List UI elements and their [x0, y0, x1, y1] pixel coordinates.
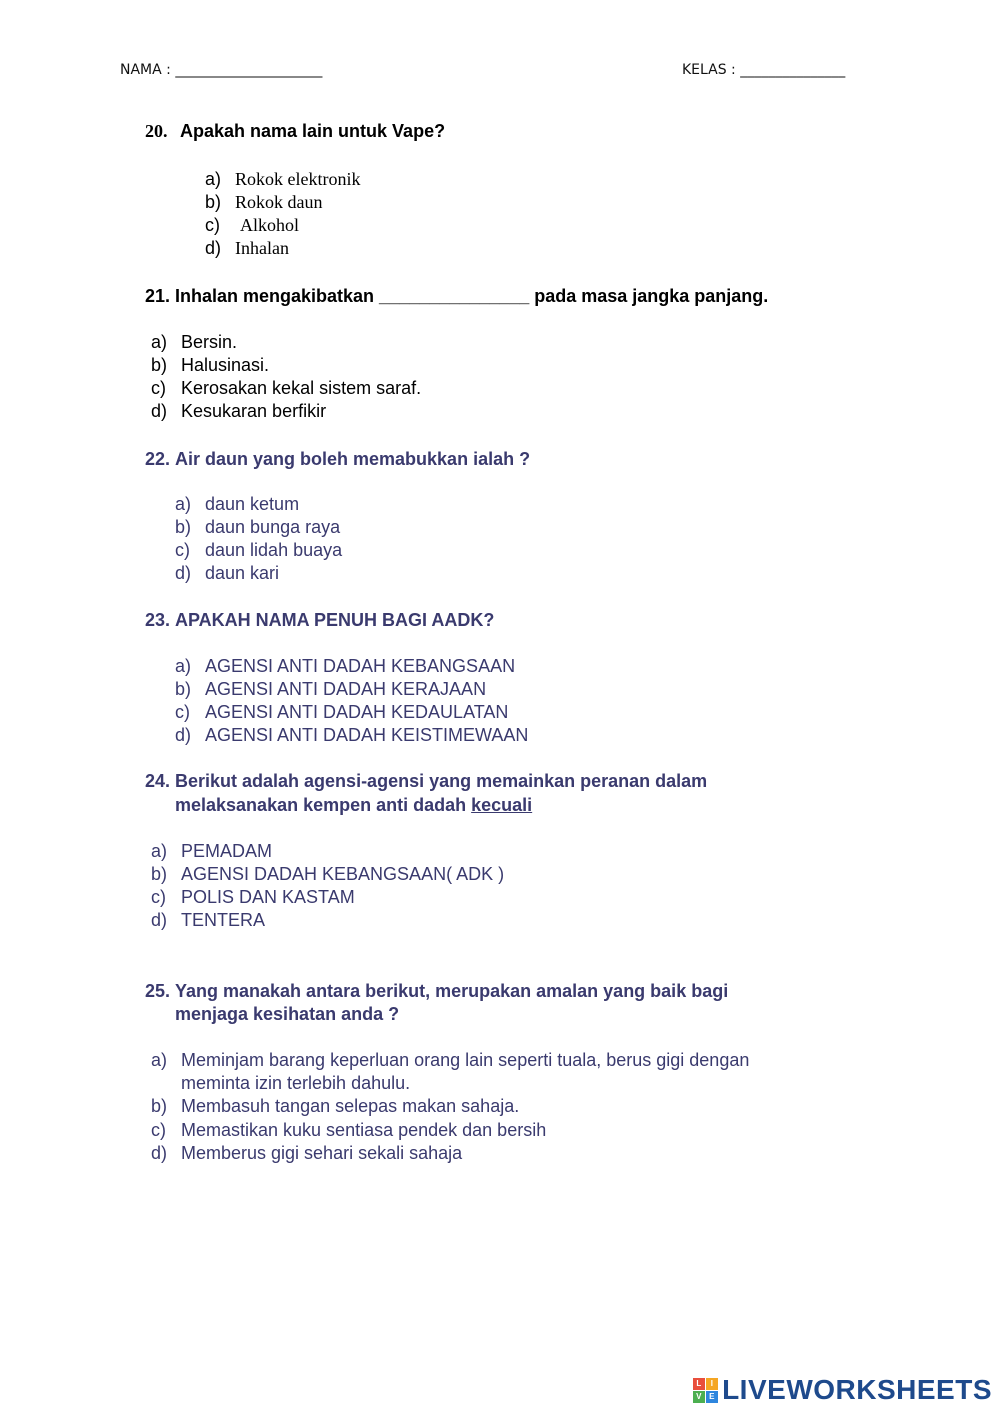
class-field-label: KELAS : _______________ — [682, 62, 846, 78]
option-text: Kesukaran berfikir — [181, 401, 327, 421]
option-text: daun kari — [205, 563, 280, 583]
option-text: Rokok elektronik — [235, 169, 361, 189]
option-24b[interactable] — [151, 864, 504, 885]
option-20b[interactable] — [205, 192, 323, 213]
option-letter: c) — [175, 540, 190, 560]
option-23b[interactable] — [175, 679, 486, 700]
option-letter: a) — [175, 656, 192, 676]
question-25-line2: menjaga kesihatan anda ? — [175, 1004, 400, 1024]
option-text: Memberus gigi sehari sekali sahaja — [181, 1143, 463, 1163]
option-text: Bersin. — [181, 332, 238, 352]
option-text: Alkohol — [240, 215, 300, 235]
option-24a[interactable] — [151, 841, 272, 862]
question-text-line2: melaksanakan kempen anti dadah — [175, 795, 472, 815]
option-text: Kerosakan kekal sistem saraf. — [181, 378, 422, 398]
option-letter: d) — [151, 401, 168, 421]
option-text: Meminjam barang keperluan orang lain seperti tuala, berus gigi dengan — [181, 1050, 750, 1070]
option-21c[interactable] — [151, 378, 421, 399]
option-25c[interactable] — [151, 1120, 546, 1141]
option-text: daun ketum — [205, 494, 300, 514]
question-text: APAKAH NAMA PENUH BAGI AADK? — [175, 610, 495, 630]
option-text: daun bunga raya — [205, 517, 341, 537]
option-23a[interactable] — [175, 656, 515, 677]
option-letter: d) — [151, 910, 168, 930]
logo-cell: L — [693, 1378, 705, 1390]
option-22d[interactable] — [175, 563, 279, 584]
question-number: 22. — [145, 449, 171, 469]
question-25 — [145, 981, 728, 1002]
option-letter: d) — [175, 725, 192, 745]
logo-grid-icon — [693, 1378, 718, 1403]
question-24 — [145, 771, 707, 792]
question-text: Apakah nama lain untuk Vape? — [180, 121, 446, 141]
option-letter: a) — [205, 169, 222, 189]
option-letter: b) — [151, 355, 168, 375]
option-22b[interactable] — [175, 517, 340, 538]
option-text: Inhalan — [235, 238, 289, 258]
question-21 — [145, 286, 768, 307]
option-letter: a) — [151, 1050, 168, 1070]
option-text: daun lidah buaya — [205, 540, 343, 560]
option-21d[interactable] — [151, 401, 326, 422]
option-21a[interactable] — [151, 332, 237, 353]
option-letter: b) — [175, 679, 192, 699]
option-text: Halusinasi. — [181, 355, 270, 375]
option-letter: d) — [151, 1143, 168, 1163]
option-letter: b) — [151, 864, 168, 884]
question-text-line1: Yang manakah antara berikut, merupakan amalan yang baik bagi — [175, 981, 729, 1001]
question-text: Inhalan mengakibatkan _______________ pada masa jangka panjang. — [175, 286, 769, 306]
option-letter: a) — [175, 494, 192, 514]
option-text: AGENSI ANTI DADAH KERAJAAN — [205, 679, 487, 699]
option-20d[interactable] — [205, 238, 289, 259]
question-text: Air daun yang boleh memabukkan ialah ? — [175, 449, 531, 469]
option-text: Memastikan kuku sentiasa pendek dan bersih — [181, 1120, 547, 1140]
option-letter: b) — [175, 517, 192, 537]
option-text: POLIS DAN KASTAM — [181, 887, 355, 907]
option-letter: a) — [151, 332, 168, 352]
brand-text: LIVEWORKSHEETS — [722, 1374, 992, 1405]
option-24c[interactable] — [151, 887, 355, 908]
question-number: 21. — [145, 286, 171, 306]
option-25a-line2: meminta izin terlebih dahulu. — [181, 1073, 411, 1093]
option-22a[interactable] — [175, 494, 299, 515]
logo-cell: E — [706, 1391, 718, 1403]
option-letter: c) — [151, 378, 166, 398]
option-25d[interactable] — [151, 1143, 462, 1164]
option-letter: b) — [205, 192, 222, 212]
option-letter: a) — [151, 841, 168, 861]
option-text: TENTERA — [181, 910, 266, 930]
question-number: 20. — [145, 121, 168, 141]
option-20c[interactable] — [205, 215, 299, 236]
option-24d[interactable] — [151, 910, 265, 931]
question-20 — [145, 121, 445, 142]
option-text: AGENSI ANTI DADAH KEDAULATAN — [205, 702, 509, 722]
option-text: AGENSI DADAH KEBANGSAAN( ADK ) — [181, 864, 505, 884]
question-23 — [145, 610, 494, 631]
logo-cell: I — [706, 1378, 718, 1390]
option-23d[interactable] — [175, 725, 528, 746]
option-22c[interactable] — [175, 540, 342, 561]
option-letter: c) — [151, 1120, 166, 1140]
option-letter: c) — [205, 215, 220, 235]
option-letter: c) — [151, 887, 166, 907]
name-field-label: NAMA : _____________________ — [120, 62, 323, 78]
option-text: Membasuh tangan selepas makan sahaja. — [181, 1096, 520, 1116]
option-20a[interactable] — [205, 169, 360, 190]
option-letter: c) — [175, 702, 190, 722]
question-22 — [145, 449, 530, 470]
question-24-line2 — [175, 795, 532, 816]
logo-cell: V — [693, 1391, 705, 1403]
question-text-line1: Berikut adalah agensi-agensi yang memainkan peranan dalam — [175, 771, 708, 791]
option-text: AGENSI ANTI DADAH KEISTIMEWAAN — [205, 725, 529, 745]
question-number: 24. — [145, 771, 171, 791]
option-text: PEMADAM — [181, 841, 273, 861]
question-number: 25. — [145, 981, 171, 1001]
liveworksheets-logo[interactable] — [693, 1374, 992, 1406]
option-letter: d) — [175, 563, 192, 583]
option-25a[interactable] — [151, 1050, 749, 1071]
question-number: 23. — [145, 610, 171, 630]
option-letter: d) — [205, 238, 222, 258]
option-letter: b) — [151, 1096, 168, 1116]
option-25b[interactable] — [151, 1096, 519, 1117]
option-23c[interactable] — [175, 702, 508, 723]
option-21b[interactable] — [151, 355, 269, 376]
option-text: Rokok daun — [235, 192, 323, 212]
emphasis-kecuali: kecuali — [471, 795, 533, 815]
option-text: AGENSI ANTI DADAH KEBANGSAAN — [205, 656, 516, 676]
